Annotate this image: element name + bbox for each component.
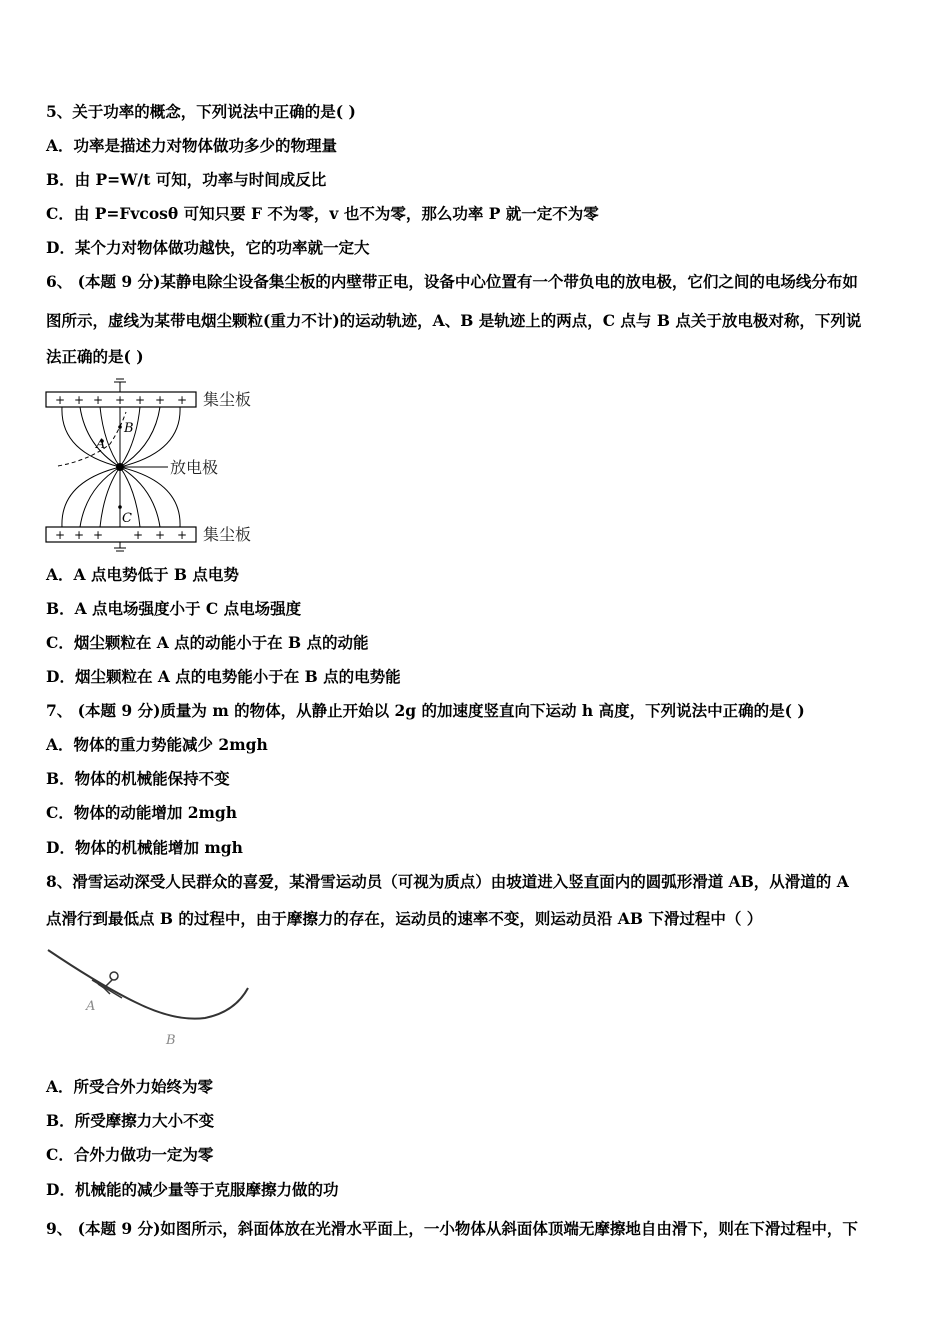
question-7-option-a: A．物体的重力势能减少 2mgh (46, 735, 268, 754)
question-6-stem-line-3: 法正确的是( ) (46, 347, 144, 366)
plus-sign: + (114, 393, 126, 407)
question-6-stem-line-2: 图所示，虚线为某带电烟尘颗粒(重力不计)的运动轨迹，A、B 是轨迹上的两点，C 点与 B 点关于放电极对称，下列说 (46, 311, 862, 330)
point-a-label: A (96, 437, 106, 452)
question-5-option-b: B．由 P=W/t 可知，功率与时间成反比 (46, 170, 327, 189)
question-7-stem: 7、 (本题 9 分)质量为 m 的物体，从静止开始以 2g 的加速度竖直向下运动 h 高度，下列说法中正确的是( ) (46, 701, 805, 720)
question-6-option-b: B．A 点电场强度小于 C 点电场强度 (46, 599, 302, 618)
question-6-stem-line-1: 6、 (本题 9 分)某静电除尘设备集尘板的内壁带正电，设备中心位置有一个带负电的放电极，它们之间的电场线分布如 (46, 272, 858, 291)
question-5-option-a: A．功率是描述力对物体做功多少的物理量 (46, 136, 338, 155)
question-7-option-d: D．物体的机械能增加 mgh (46, 838, 243, 857)
plus-sign: + (73, 393, 85, 407)
question-5-option-c: C．由 P=Fvcosθ 可知只要 F 不为零，v 也不为零，那么功率 P 就一定不为零 (46, 204, 599, 223)
question-8-option-b: B．所受摩擦力大小不变 (46, 1111, 215, 1130)
question-8-option-a: A．所受合外力始终为零 (46, 1077, 214, 1096)
particle-trajectory (58, 412, 126, 466)
electrostatic-precipitator-figure (40, 374, 270, 556)
discharge-electrode (116, 463, 124, 471)
plus-sign: + (134, 393, 146, 407)
question-9-stem: 9、 (本题 9 分)如图所示，斜面体放在光滑水平面上，一小物体从斜面体顶端无摩擦地自由滑下，则在下滑过程中，下 (46, 1219, 858, 1238)
question-8-option-d: D．机械能的减少量等于克服摩擦力做的功 (46, 1180, 339, 1199)
plus-sign: + (176, 528, 188, 542)
point-b-label: B (166, 1033, 176, 1048)
plus-sign: + (154, 393, 166, 407)
point-b-label: B (124, 421, 134, 436)
question-6-option-c: C．烟尘颗粒在 A 点的动能小于在 B 点的动能 (46, 633, 369, 652)
point-c-dot (118, 505, 122, 509)
plus-sign: + (92, 528, 104, 542)
question-7-option-c: C．物体的动能增加 2mgh (46, 803, 238, 822)
question-5-option-d: D．某个力对物体做功越快，它的功率就一定大 (46, 238, 370, 257)
question-8-stem-line-2: 点滑行到最低点 B 的过程中，由于摩擦力的存在，运动员的速率不变，则运动员沿 AB 下滑过程中（ ） (46, 909, 763, 928)
point-c-label: C (122, 511, 132, 526)
electrode-label: 放电极 (170, 458, 219, 477)
ski-slope-figure (40, 940, 260, 1050)
question-6-option-a: A．A 点电势低于 B 点电势 (46, 565, 239, 584)
bottom-collector-plate (46, 527, 196, 542)
plus-sign: + (73, 528, 85, 542)
ground-symbol-bottom (114, 542, 126, 551)
plus-sign: + (176, 393, 188, 407)
plus-sign: + (132, 528, 144, 542)
skier-icon (92, 972, 122, 998)
plus-sign: + (54, 528, 66, 542)
top-plate-label: 集尘板 (203, 390, 252, 409)
question-7-option-b: B．物体的机械能保持不变 (46, 769, 230, 788)
point-b-dot (118, 425, 122, 429)
question-8-option-c: C．合外力做功一定为零 (46, 1145, 214, 1164)
question-5-stem: 5、关于功率的概念，下列说法中正确的是( ) (46, 102, 356, 121)
point-a-label: A (86, 999, 96, 1014)
plus-sign: + (54, 393, 66, 407)
plus-sign: + (92, 393, 104, 407)
arc-track (48, 950, 248, 1019)
ground-symbol-top (114, 379, 126, 392)
bottom-plate-label: 集尘板 (203, 525, 252, 544)
plus-sign: + (154, 528, 166, 542)
question-6-option-d: D．烟尘颗粒在 A 点的电势能小于在 B 点的电势能 (46, 667, 401, 686)
question-8-stem-line-1: 8、滑雪运动深受人民群众的喜爱，某滑雪运动员（可视为质点）由坡道进入竖直面内的圆弧形滑道 AB，从滑道的 A (46, 872, 849, 891)
